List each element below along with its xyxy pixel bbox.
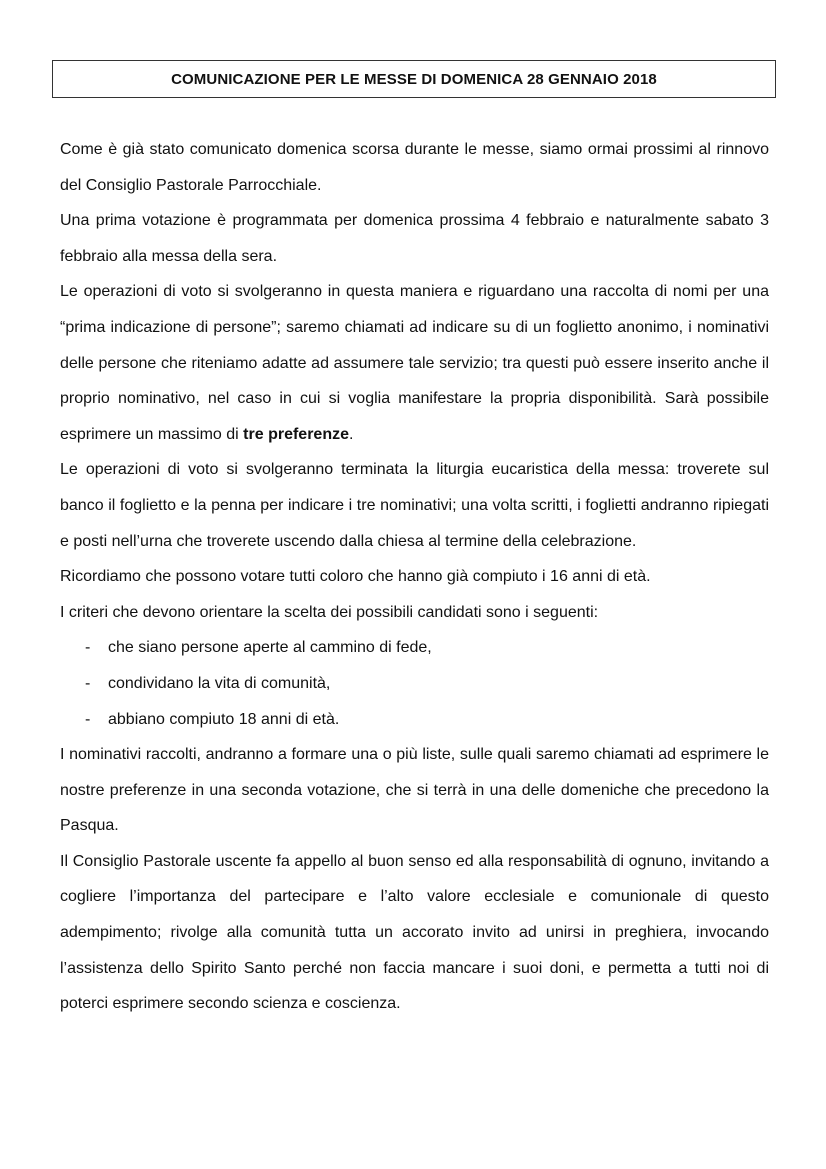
- criteria-list: [60, 630, 769, 737]
- paragraph-voting-procedure-end: .: [349, 425, 354, 443]
- list-dash: -: [85, 639, 91, 657]
- document-body: [60, 132, 769, 1022]
- paragraph-lists: I nominativi raccolti, andranno a formare una o più liste, sulle quali saremo chiamati ad esprimere le nostre preferenze in una seconda votazione, che si terrà in una delle domeniche che precedono la Pasqua.: [60, 746, 769, 835]
- paragraph-voting-procedure-text: Le operazioni di voto si svolgeranno in questa maniera e riguardano una raccolta di nomi per una “prima indicazione di persone”; saremo chiamati ad indicare su di un foglietto anonimo, i nominativi delle persone che riteniamo adatte ad assumere tale servizio; tra questi può essere inserito anche il proprio nominativo, nel caso in cui si voglia manifestare la propria disponibilità. Sarà possibile esprimere un massimo di: [60, 283, 769, 443]
- paragraph-first-vote: Una prima votazione è programmata per domenica prossima 4 febbraio e naturalmente sabato 3 febbraio alla messa della sera.: [60, 212, 769, 265]
- paragraph-voting-age: Ricordiamo che possono votare tutti coloro che hanno già compiuto i 16 anni di età.: [60, 568, 651, 586]
- list-dash: -: [85, 674, 91, 692]
- list-item: [60, 630, 769, 666]
- preferences-emphasis: tre preferenze: [243, 425, 349, 443]
- list-item-text: condividano la vita di comunità,: [108, 674, 331, 692]
- paragraph-voting-operations: Le operazioni di voto si svolgeranno terminata la liturgia eucaristica della messa: troverete sul banco il foglietto e la penna per indicare i tre nominativi; una volta scritti, i foglietti andranno ripiegati e posti nell’urna che troverete uscendo dalla chiesa al termine della celebrazione.: [60, 461, 769, 550]
- list-item-text: che siano persone aperte al cammino di fede,: [108, 639, 432, 657]
- title-box: [52, 60, 776, 98]
- paragraph-voting-procedure: [60, 274, 769, 452]
- paragraph-appeal: Il Consiglio Pastorale uscente fa appello al buon senso ed alla responsabilità di ognuno, invitando a cogliere l’importanza del partecipare e l’alto valore ecclesiale e comunionale di questo adempimento; rivolge alla comunità tutta un accorato invito ad unirsi in preghiera, invocando l’assistenza dello Spirito Santo perché non faccia mancare i suoi doni, e permetta a tutti noi di poterci esprimere secondo scienza e coscienza.: [60, 852, 769, 1013]
- page-title: COMUNICAZIONE PER LE MESSE DI DOMENICA 28 GENNAIO 2018: [171, 70, 657, 88]
- paragraph-intro: Come è già stato comunicato domenica scorsa durante le messe, siamo ormai prossimi al rinnovo del Consiglio Pastorale Parrocchiale.: [60, 141, 769, 194]
- paragraph-criteria-intro: I criteri che devono orientare la scelta dei possibili candidati sono i seguenti:: [60, 603, 599, 621]
- list-item-text: abbiano compiuto 18 anni di età.: [108, 710, 340, 728]
- list-dash: -: [85, 710, 91, 728]
- list-item: [60, 702, 769, 738]
- list-item: [60, 666, 769, 702]
